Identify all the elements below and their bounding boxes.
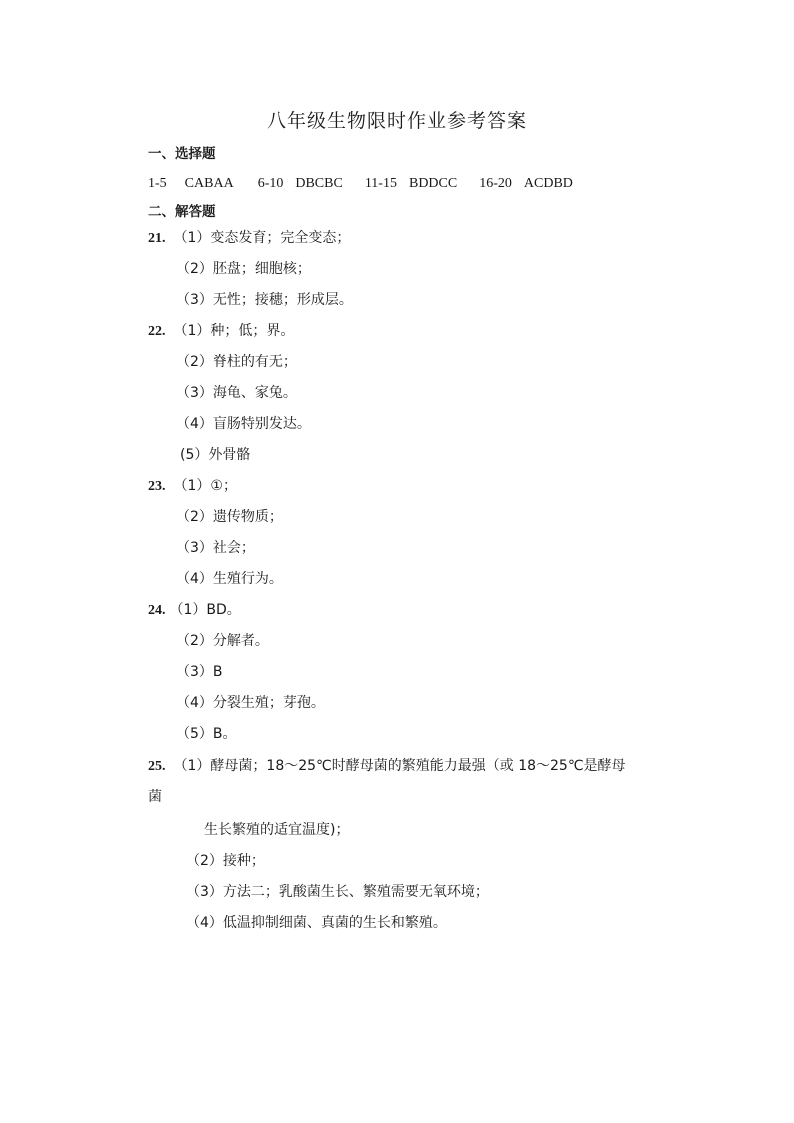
answer-text: （1）酵母菌；18～25℃时酵母菌的繁殖能力最强（或 18～25℃是酵母 [173,758,626,774]
question-22-line-5: (5）外骨骼 [180,447,251,463]
answer-text: （1）BD。 [169,602,241,618]
question-23-line-3: （3）社会； [176,540,255,556]
section-heading-short-answer-text: 二、解答题 [148,204,216,220]
question-21-line-2: （2）胚盘；细胞核； [176,261,311,277]
mc-answers-4: ACDBD [523,176,573,191]
mc-range-1: 1-5 [148,176,167,191]
section-heading-short-answer [148,202,216,222]
multiple-choice-answers-row [148,174,573,194]
question-22-line-3: （3）海龟、家兔。 [176,385,297,401]
question-25-line-3: （3）方法二；乳酸菌生长、繁殖需要无氧环境； [186,884,489,900]
question-23-line-2: （2）遗传物质； [176,509,283,525]
section-heading-multiple-choice: 一、选择题 [148,146,216,162]
mc-answers-2: DBCBC [295,176,343,191]
question-number: 21. [148,231,166,246]
question-23-line-1 [148,476,237,497]
question-22-line-1 [148,321,294,342]
question-21-line-3: （3）无性；接穗；形成层。 [176,292,353,308]
question-23-line-4: （4）生殖行为。 [176,571,283,587]
answer-text: （1）种；低；界。 [173,323,295,339]
question-22-line-2: （2）脊柱的有无； [176,354,297,370]
question-24-line-2: （2）分解者。 [176,633,269,649]
mc-answers-1: CABAA [184,176,234,191]
answer-text: （1）变态发育；完全变态； [173,230,351,246]
question-24-line-4: （4）分裂生殖；芽孢。 [176,695,325,711]
question-number: 23. [148,479,166,494]
question-25-line-1-wrap: 菌 [148,789,162,805]
answer-text: （1）①； [173,478,237,494]
question-22-line-4: （4）盲肠特别发达。 [176,416,311,432]
question-number: 24. [148,603,166,618]
question-25-line-2: （2）接种； [186,853,265,869]
question-25-line-1-continued: 生长繁殖的适宜温度)； [204,822,350,838]
mc-range-3: 11-15 [364,176,397,191]
question-25-line-1 [148,756,626,777]
question-21-line-1 [148,228,350,249]
question-25-line-4: （4）低温抑制细菌、真菌的生长和繁殖。 [186,915,447,931]
question-24-line-3: （3）B [176,664,223,680]
question-number: 22. [148,324,166,339]
mc-range-4: 16-20 [479,176,512,191]
mc-range-2: 6-10 [257,176,284,191]
page-title: 八年级生物限时作业参考答案 [266,110,527,132]
question-24-line-5: （5）B。 [176,726,237,742]
question-number: 25. [148,759,166,774]
mc-answers-3: BDDCC [408,176,458,191]
question-24-line-1 [148,600,241,621]
